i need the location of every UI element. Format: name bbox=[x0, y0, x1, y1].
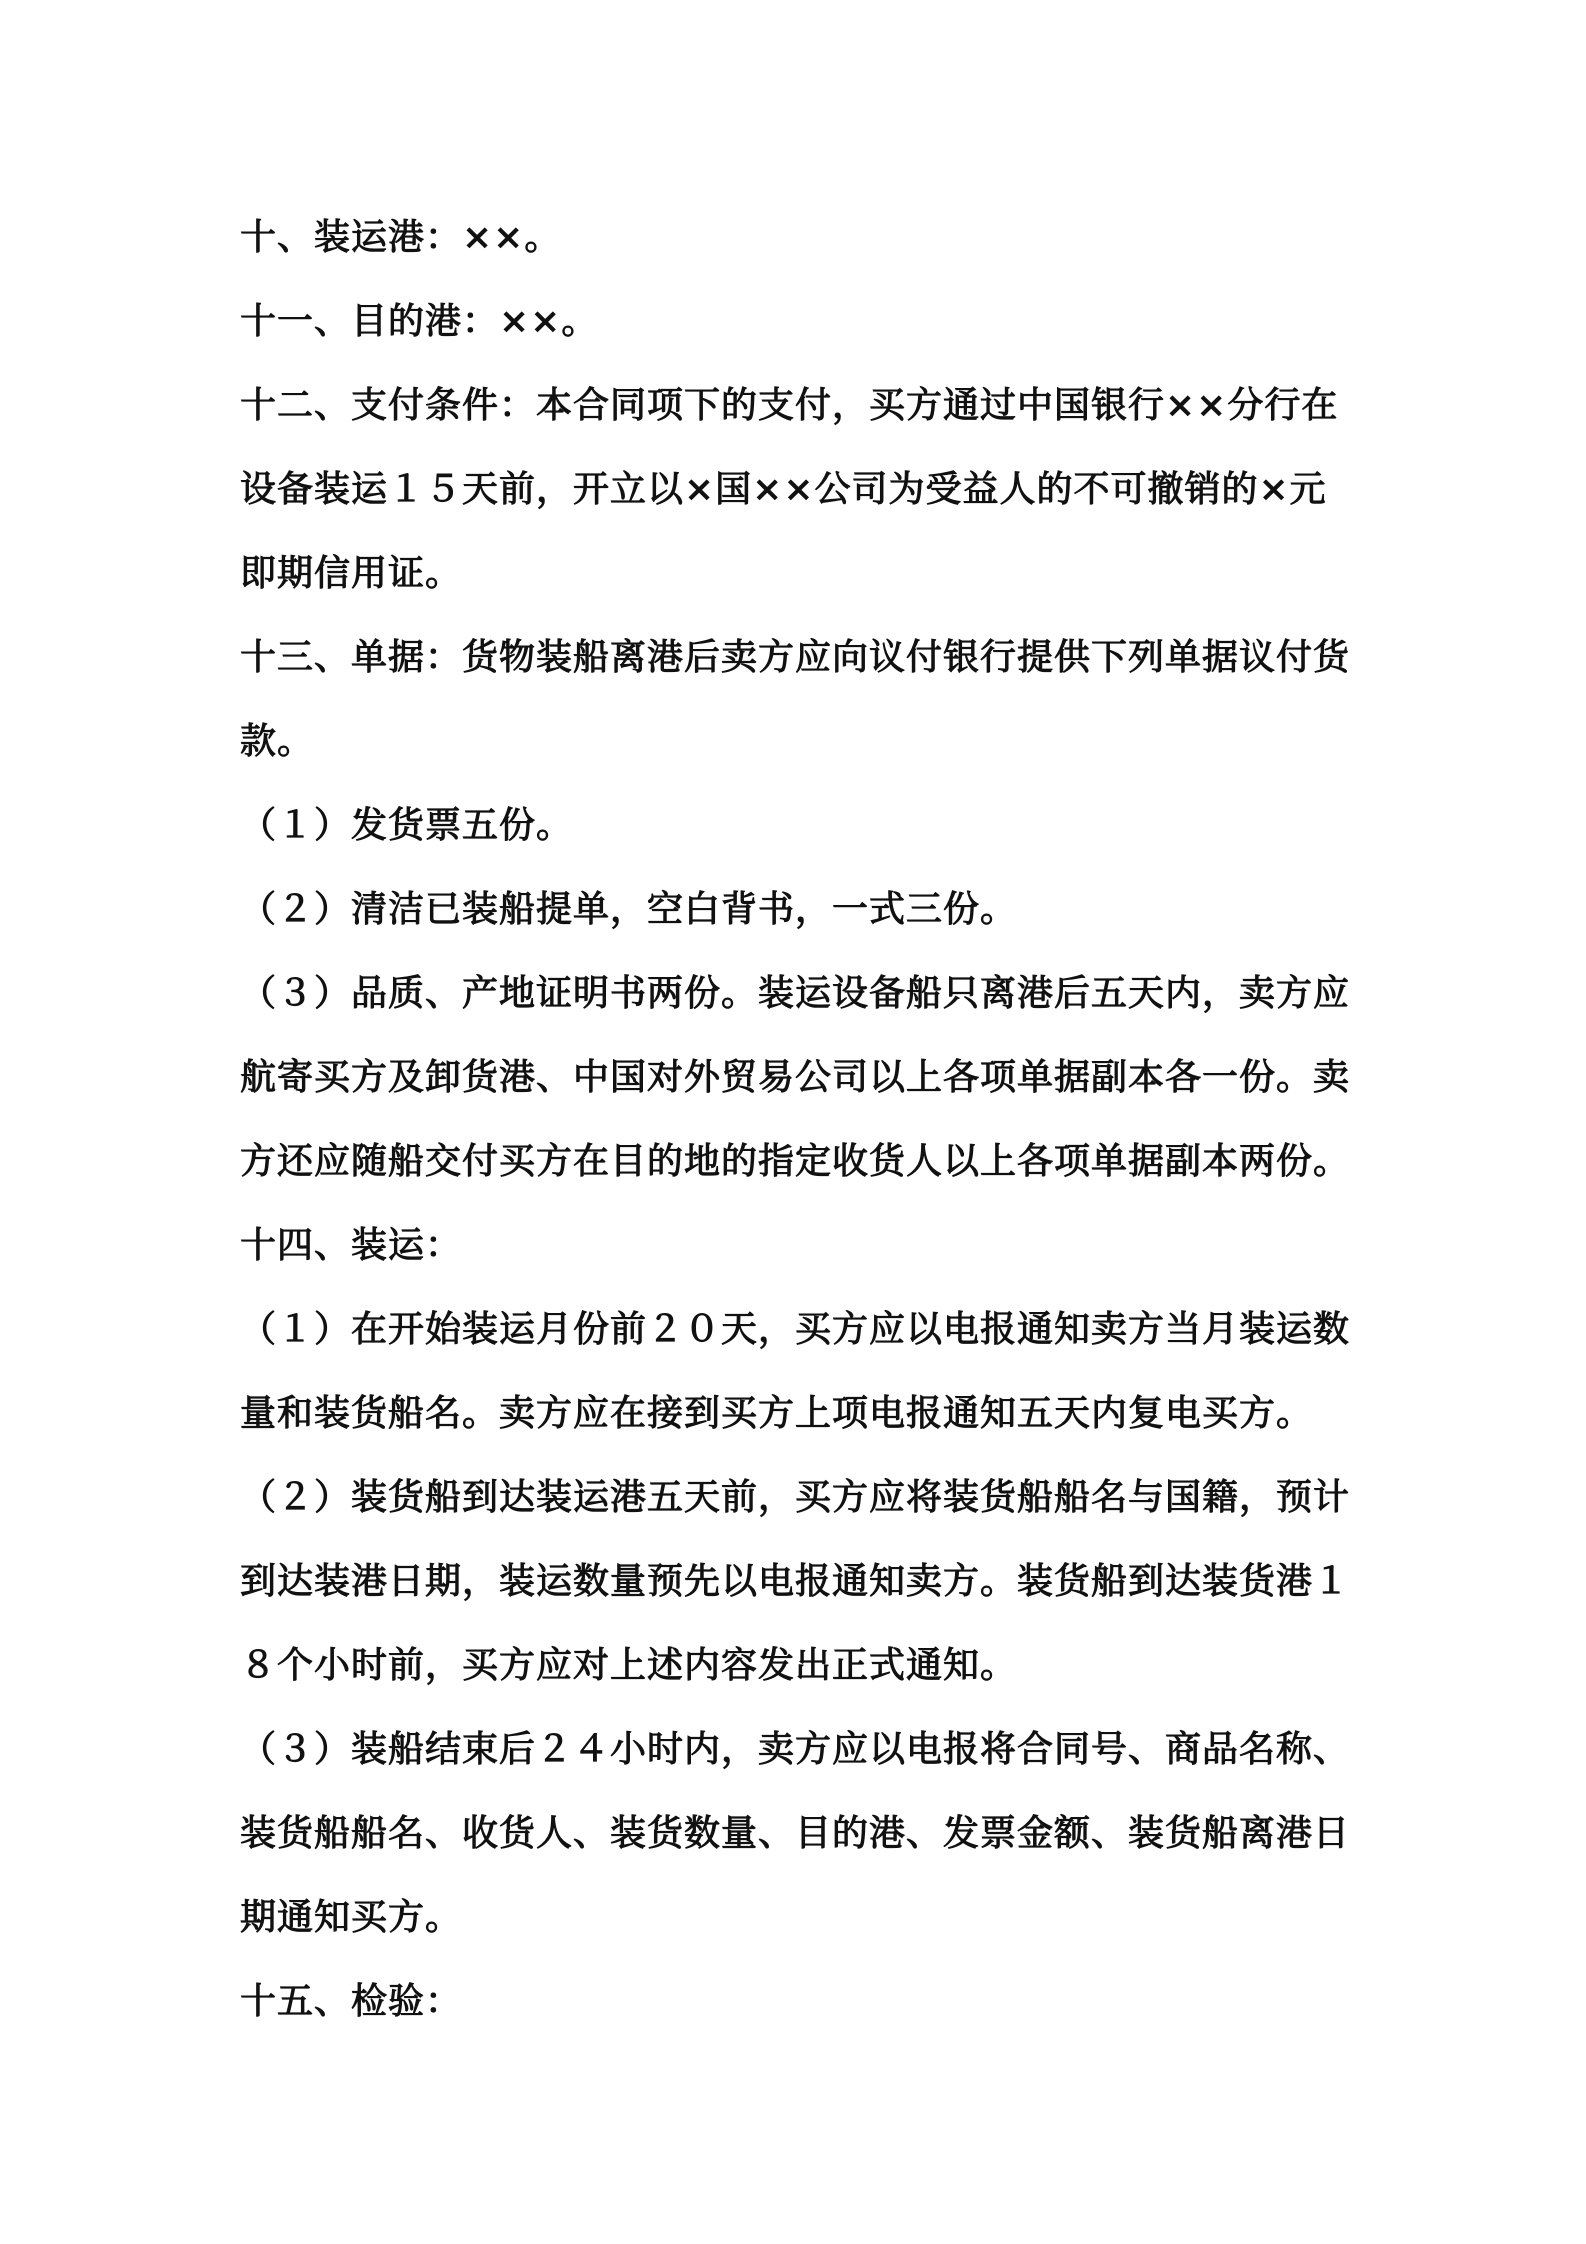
clause-13-documents: 十三、单据：货物装船离港后卖方应向议付银行提供下列单据议付货款。 bbox=[240, 637, 1351, 762]
clause-14-item-3: （３）装船结束后２４小时内，卖方应以电报将合同号、商品名称、装货船船名、收货人、装货数量、目的港、发票金额、装货船离港日期通知买方。 bbox=[240, 1729, 1351, 1938]
clause-10-loading-port: 十、装运港：××。 bbox=[240, 217, 562, 258]
document-body bbox=[240, 196, 1360, 2044]
clause-14-item-2: （２）装货船到达装运港五天前，买方应将装货船船名与国籍，预计到达装港日期，装运数量预先以电报通知卖方。装货船到达装货港１８个小时前，买方应对上述内容发出正式通知。 bbox=[240, 1477, 1351, 1686]
clause-14-shipment: 十四、装运： bbox=[240, 1225, 463, 1266]
clause-13-item-1: （１）发货票五份。 bbox=[240, 805, 574, 846]
clause-15-inspection: 十五、检验： bbox=[240, 1981, 463, 2022]
clause-14-item-1: （１）在开始装运月份前２０天，买方应以电报通知卖方当月装运数量和装货船名。卖方应在接到买方上项电报通知五天内复电买方。 bbox=[240, 1309, 1351, 1434]
clause-13-item-3: （３）品质、产地证明书两份。装运设备船只离港后五天内，卖方应航寄买方及卸货港、中国对外贸易公司以上各项单据副本各一份。卖方还应随船交付买方在目的地的指定收货人以上各项单据副本两份。 bbox=[240, 973, 1351, 1182]
clause-13-item-2: （２）清洁已装船提单，空白背书，一式三份。 bbox=[240, 889, 1018, 930]
clause-12-payment-terms: 十二、支付条件：本合同项下的支付，买方通过中国银行××分行在设备装运１５天前，开立以×国××公司为受益人的不可撤销的×元即期信用证。 bbox=[240, 385, 1339, 594]
clause-11-destination-port: 十一、目的港：××。 bbox=[240, 301, 599, 342]
